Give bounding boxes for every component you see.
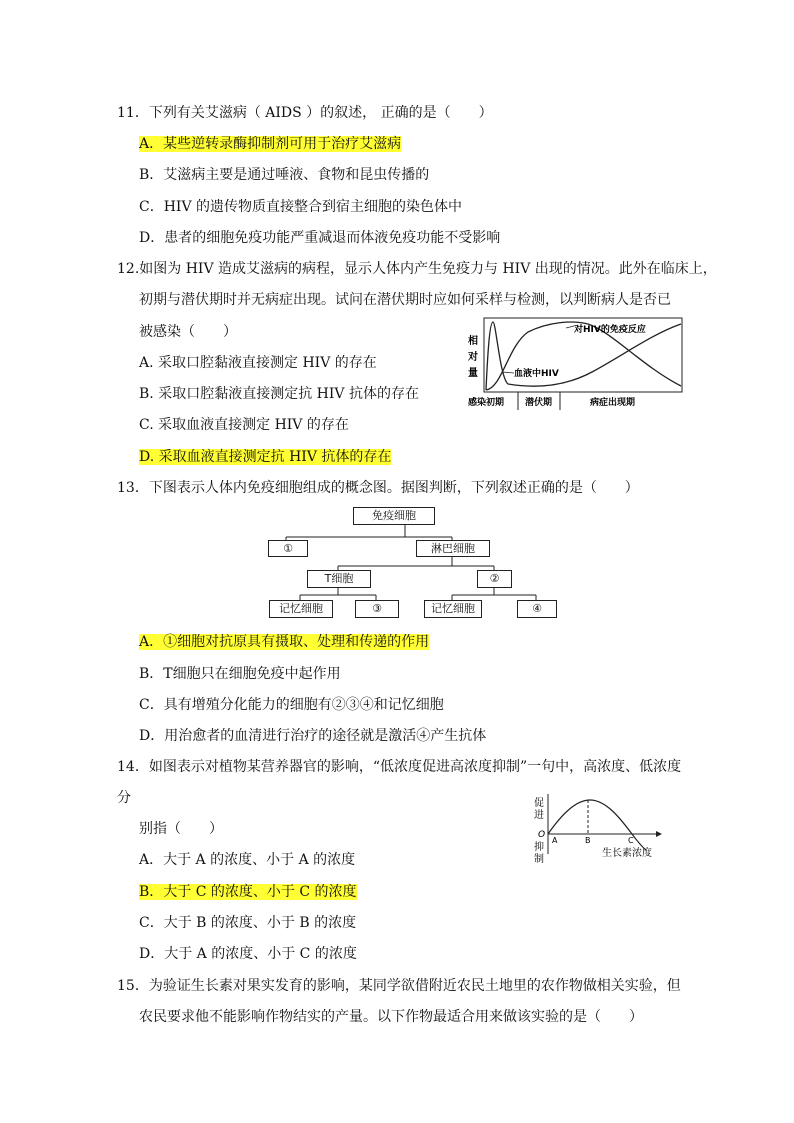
hiv-y-label-3: 量 <box>468 368 478 379</box>
q14-stem-line3: 别指（ ） <box>139 821 223 837</box>
q11-option-a <box>139 134 401 154</box>
immune-leader <box>566 326 574 328</box>
inhibit-label-1: 抑 <box>534 842 544 853</box>
q12-stem-line1: 12.如图为 HIV 造成艾滋病的病程，显示人体内产生免疫力与 HIV 出现的情况。此外在临床上， <box>117 261 717 277</box>
q11-option-a-text: A．某些逆转录酶抑制剂可用于治疗艾滋病 <box>139 136 402 152</box>
q13-stem: 13．下图表示人体内免疫细胞组成的概念图。据图判断，下列叙述正确的是（ ） <box>117 480 639 496</box>
node-t-cell: T细胞 <box>307 570 371 588</box>
node-immune-cells: 免疫细胞 <box>353 507 435 525</box>
inhibit-label-2: 制 <box>534 854 544 864</box>
hiv-course-figure <box>462 316 684 412</box>
x-axis-arrow <box>656 831 662 837</box>
q14-stem-line2: 分 <box>117 790 131 806</box>
x-axis-label: 生长素浓度 <box>602 848 652 859</box>
immune-response-label: 对HIV的免疫反应 <box>574 325 646 335</box>
q13-option-b: B．T细胞只在细胞免疫中起作用 <box>139 666 341 682</box>
point-b-label: B <box>585 836 591 845</box>
phase-label-symptom: 病症出现期 <box>590 398 636 408</box>
q13-option-a <box>139 632 429 652</box>
q14-option-d: D．大于 A 的浓度、小于 C 的浓度 <box>139 946 357 962</box>
q15-stem-line1: 15．为验证生长素对果实发育的影响，某同学欲借附近农民土地里的农作物做相关实验，但 <box>117 978 681 994</box>
node-lymphocytes: 淋巴细胞 <box>416 540 490 557</box>
q12-option-a: A. 采取口腔黏液直接测定 HIV 的存在 <box>139 355 377 371</box>
q12-option-d-text: D. 采取血液直接测定抗 HIV 抗体的存在 <box>139 449 392 465</box>
q12-option-b: B. 采取口腔黏液直接测定抗 HIV 抗体的存在 <box>139 386 419 402</box>
hiv-y-label-1: 相 <box>468 336 478 347</box>
q14-option-a: A．大于 A 的浓度、小于 A 的浓度 <box>139 852 356 868</box>
auxin-figure <box>532 792 664 864</box>
q14-option-c: C．大于 B 的浓度、小于 B 的浓度 <box>139 915 357 931</box>
promote-label-2: 进 <box>534 810 544 821</box>
q11-option-b: B．艾滋病主要是通过唾液、食物和昆虫传播的 <box>139 167 430 183</box>
hiv-y-label-2: 对 <box>468 352 478 363</box>
q14-option-b <box>139 882 357 902</box>
q14-stem-line1: 14．如图表示对植物某营养器官的影响，“低浓度促进高浓度抑制”一句中，高浓度、低浓度 <box>117 759 682 775</box>
q12-stem-line2: 初期与潜伏期时并无病症出现。试问在潜伏期时应如何采样与检测，以判断病人是否已 <box>139 292 671 308</box>
q12-option-d <box>139 447 391 467</box>
node-memory-cell-2: 记忆细胞 <box>424 600 482 618</box>
q12-option-c: C. 采取血液直接测定 HIV 的存在 <box>139 417 349 433</box>
q11-option-d: D．患者的细胞免疫功能严重减退而体液免疫功能不受影响 <box>139 230 501 246</box>
phase-label-early: 感染初期 <box>468 398 505 408</box>
q12-stem-line3: 被感染（ ） <box>139 324 237 340</box>
q11-stem: 11．下列有关艾滋病（ AIDS ）的叙述， 正确的是（ ） <box>117 105 493 121</box>
q15-stem-line2: 农民要求他不能影响作物结实的产量。以下作物最适合用来做该实验的是（ ） <box>139 1009 643 1025</box>
q14-option-b-text: B．大于 C 的浓度、小于 C 的浓度 <box>139 884 357 900</box>
node-2: ② <box>477 570 512 588</box>
point-a-label: A <box>552 836 558 845</box>
phase-label-latent: 潜伏期 <box>525 398 553 408</box>
node-memory-cell-1: 记忆细胞 <box>269 600 333 618</box>
node-3: ③ <box>355 600 399 618</box>
node-1: ① <box>268 540 308 557</box>
q13-option-c: C．具有增殖分化能力的细胞有②③④和记忆细胞 <box>139 697 444 713</box>
node-4: ④ <box>517 600 557 618</box>
point-c-label: C <box>628 836 634 845</box>
origin-label: O <box>538 830 546 840</box>
promote-label-1: 促 <box>534 798 544 809</box>
q11-option-c: C．HIV 的遗传物质直接整合到宿主细胞的染色体中 <box>139 199 463 215</box>
hiv-blood-label: 血液中HIV <box>514 369 559 379</box>
q13-option-d: D．用治愈者的血清进行治疗的途径就是激活④产生抗体 <box>139 728 487 744</box>
q13-option-a-text: A．①细胞对抗原具有摄取、处理和传递的作用 <box>139 634 430 650</box>
